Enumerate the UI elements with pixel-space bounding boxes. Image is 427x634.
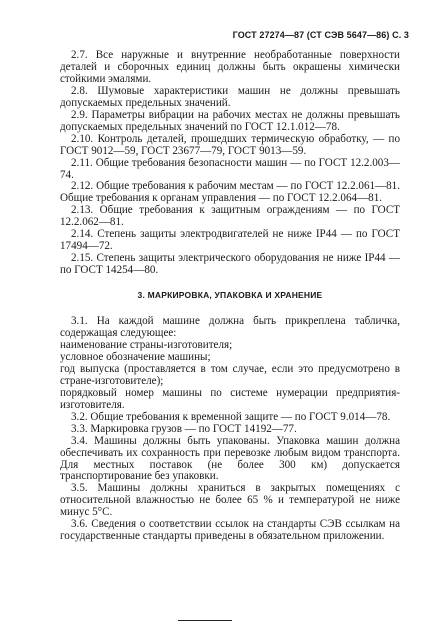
paragraph-3-3: 3.3. Маркировка грузов — по ГОСТ 14192—77. (71, 422, 297, 435)
paragraph-2-13: 2.13. Общие требования к защитным ограждениям — по ГОСТ 12.2.062—81. (60, 204, 400, 229)
paragraph-3-1: 3.1. На каждой машине должна быть прикреплена табличка, содержащая следующее: (60, 315, 400, 340)
paragraph-2-10: 2.10. Контроль деталей, прошедших термическую обработку, — по ГОСТ 9012—59, ГОСТ 23677—79, ГОСТ 9013—59. (60, 132, 400, 157)
list-item-year: год выпуска (проставляется в том случае, если это предусмотрено в стране-изготовителе); (60, 362, 400, 387)
paragraph-2-8: 2.8. Шумовые характеристики машин не должны превышать допускаемых предельных значений. (60, 84, 400, 109)
section-title: 3. МАРКИРОВКА, УПАКОВКА И ХРАНЕНИЕ (137, 290, 323, 301)
document-body (60, 50, 400, 543)
paragraph-2-11: 2.11. Общие требования безопасности машин — по ГОСТ 12.2.003—74. (60, 156, 400, 181)
paragraph-2-12: 2.12. Общие требования к рабочим местам — по ГОСТ 12.2.061—81. Общие требования к органам управления — по ГОСТ 12.2.064—81. (60, 180, 400, 205)
page-header: ГОСТ 27274—87 (СТ СЭВ 5647—86) С. 3 (232, 30, 409, 40)
paragraph-2-15: 2.15. Степень защиты электрического оборудования не ниже IP44 — по ГОСТ 14254—80. (60, 252, 400, 277)
paragraph-2-9: 2.9. Параметры вибрации на рабочих местах не должны превышать допускаемых предельных значений по ГОСТ 12.1.012—78. (60, 108, 400, 133)
paragraph-3-6: 3.6. Сведения о соответствии ссылок на стандарты СЭВ ссылкам на государственные стандарты приведены в обязательном приложении. (60, 518, 400, 543)
paragraph-2-14: 2.14. Степень защиты электродвигателей не ниже IP44 — по ГОСТ 17494—72. (60, 228, 400, 253)
paragraph-3-5: 3.5. Машины должны храниться в закрытых помещениях с относительной влажностью не более 65 % и температурой не ниже минус 5°С. (60, 482, 400, 519)
footer-divider (178, 620, 232, 621)
list-item-designation: условное обозначение машины; (60, 350, 211, 363)
list-item-serial: порядковый номер машины по системе нумерации предприятия-изготовителя. (60, 386, 400, 411)
paragraph-3-4: 3.4. Машины должны быть упакованы. Упаковка машин должна обеспечивать их сохранность при перевозке любым видом транспорта. Для местных поставок (не более 300 км) допускается транспортирование без упаковки. (60, 434, 400, 483)
list-item-country: наименование страны-изготовителя; (60, 338, 233, 351)
paragraph-2-7: 2.7. Все наружные и внутренние необработанные поверхности деталей и сборочных единиц должны быть окрашены химически стойкими эмалями. (60, 49, 400, 85)
paragraph-3-2: 3.2. Общие требования к временной защите — по ГОСТ 9.014—78. (71, 410, 391, 423)
